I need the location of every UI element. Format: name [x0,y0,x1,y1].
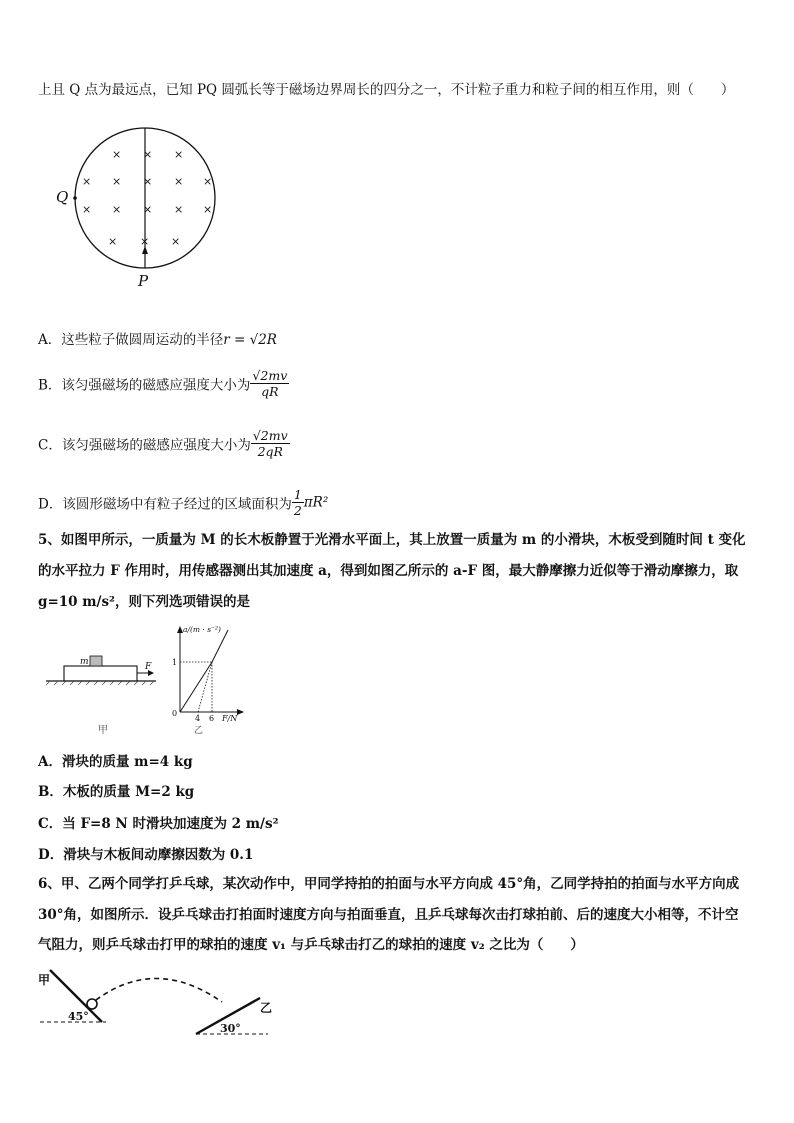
svg-text:×: × [112,203,122,216]
y-tick-label: 1 [172,658,178,667]
label-p: P [138,272,149,290]
q6-stem-line-1: 6、甲、乙两个同学打乒乓球，某次动作中，甲同学持拍的拍面与水平方向成 45°角，乙同学持拍的拍面与水平方向成 [38,876,740,892]
point-q-dot [73,196,77,200]
angle-45-label: 45° [68,1010,89,1023]
svg-text:×: × [203,175,213,188]
angle-30-label: 30° [220,1022,241,1035]
graph-line-upper [212,630,228,662]
q5-option-a: A．滑块的质量 m=4 kg [38,754,193,770]
small-block [90,656,102,666]
svg-text:×: × [174,148,184,161]
svg-text:×: × [108,235,118,248]
q5-figure-jia [44,648,159,738]
x-tick-label-6: 6 [209,714,215,723]
svg-text:×: × [203,203,213,216]
q4-option-a: A．这些粒子做圆周运动的半径r = √2R [38,332,277,348]
q4-stem-line: 上且 Q 点为最远点，已知 PQ 圆弧长等于磁场边界周长的四分之一，不计粒子重力和粒子间的相互作用，则（ ） [38,82,735,98]
q4-option-c: C．该匀强磁场的磁感应强度大小为 $\frac{√2mv}{2qR}$ [38,428,288,459]
q5-figure-yi-graph [166,620,246,738]
extension-guide [198,662,212,712]
svg-text:×: × [171,235,181,248]
svg-text:×: × [112,148,122,161]
ping-pong-ball-icon [87,999,97,1009]
axis-label-x: F/N [222,714,238,723]
svg-text:×: × [143,203,153,216]
q5-option-c: C．当 F=8 N 时滑块加速度为 2 m/s² [38,816,279,832]
svg-text:×: × [143,175,153,188]
graph-line-lower [180,662,212,712]
q5-option-d: D．滑块与木板间动摩擦因数为 0.1 [38,847,254,863]
q6-stem-line-3: 气阻力，则乒乓球击打甲的球拍的速度 v₁ 与乒乓球击打乙的球拍的速度 v₂ 之比为（ ） [38,937,584,953]
q4-magnetic-field-figure [50,126,230,290]
x-axis-arrow-icon [237,709,244,715]
q5-stem-line-3: g=10 m/s²，则下列选项错误的是 [38,594,250,610]
label-yi: 乙 [260,1001,273,1015]
q6-ping-pong-figure [36,962,276,1042]
q4-option-b: B．该匀强磁场的磁感应强度大小为 $\frac{√2mv}{qR}$ [38,368,288,399]
q6-stem-line-2: 30°角，如图所示．设乒乓球击打拍面时速度方向与拍面垂直，且乒乓球每次击打球拍前、后的速度大小相等，不计空 [38,907,739,923]
q4-option-d: D．该圆形磁场中有粒子经过的区域面积为 $\frac{1}{2}$ πR² [38,487,329,518]
caption-jia: 甲 [98,725,108,736]
label-jia: 甲 [38,973,51,987]
field-crosses [82,148,212,248]
svg-text:×: × [174,203,184,216]
q5-stem-line-1: 5、如图甲所示，一质量为 M 的长木板静置于光滑水平面上，其上放置一质量为 m 的小滑块，木板受到随时间 t 变化 [38,532,746,548]
q5-option-b: B．木板的质量 M=2 kg [38,784,195,800]
ball-trajectory [96,978,222,1002]
origin-label: 0 [172,709,178,718]
axis-label-y: a/(m · s⁻²) [183,625,221,634]
svg-text:×: × [143,148,153,161]
svg-text:×: × [140,235,150,248]
label-f: F [145,662,152,672]
x-tick-label-4: 4 [195,714,201,723]
long-board [64,666,137,681]
svg-text:×: × [174,175,184,188]
label-q: Q [56,188,69,206]
caption-yi: 乙 [194,726,204,736]
svg-text:×: × [82,175,92,188]
label-m: m [80,657,89,667]
svg-text:×: × [112,175,122,188]
q5-stem-line-2: 的水平拉力 F 作用时，用传感器测出其加速度 a，得到如图乙所示的 a-F 图，最大静摩擦力近似等于滑动摩擦力，取 [38,563,739,579]
svg-text:×: × [82,203,92,216]
